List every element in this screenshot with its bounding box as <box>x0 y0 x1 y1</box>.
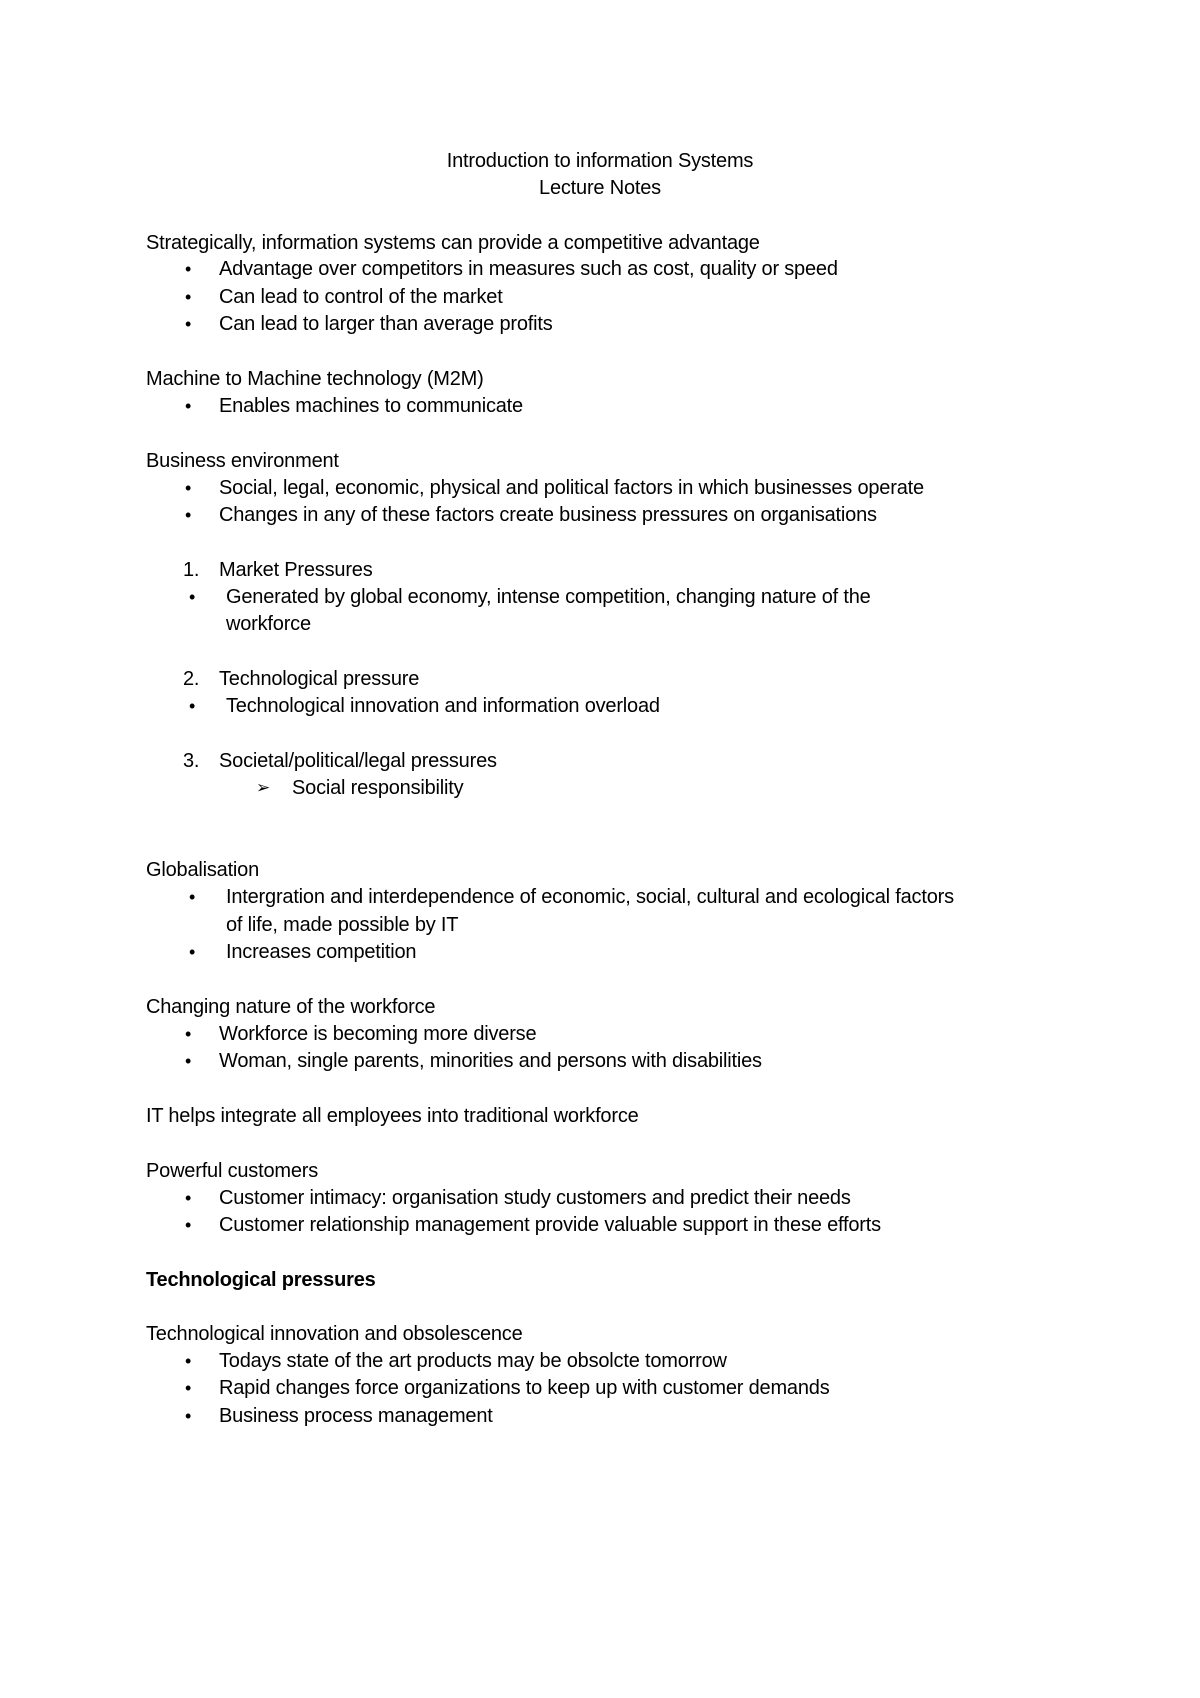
sub-list-item: Social responsibility <box>292 777 464 799</box>
bullet-marker: • <box>185 396 192 416</box>
bullet-marker: • <box>189 587 196 607</box>
page-subtitle: Lecture Notes <box>539 177 661 199</box>
list-item: Todays state of the art products may be obsolcte tomorrow <box>219 1350 727 1372</box>
list-item: Changes in any of these factors create business pressures on organisations <box>219 504 877 526</box>
bullet-marker: • <box>185 259 192 279</box>
bullet-marker: • <box>185 478 192 498</box>
bullet-marker: • <box>189 887 196 907</box>
numbered-item-title: Market Pressures <box>219 559 373 581</box>
bullet-marker: • <box>185 1351 192 1371</box>
page-title: Introduction to information Systems <box>446 150 754 172</box>
list-item: Technological innovation and information overload <box>226 695 660 717</box>
section-heading-innovation-obsolescence: Technological innovation and obsolescence <box>146 1323 523 1345</box>
bullet-marker: • <box>185 1378 192 1398</box>
list-item: Customer intimacy: organisation study customers and predict their needs <box>219 1187 851 1209</box>
section-heading-globalisation: Globalisation <box>146 859 260 881</box>
section-heading-powerful-customers: Powerful customers <box>146 1160 319 1182</box>
bullet-marker: • <box>185 1215 192 1235</box>
list-item: Generated by global economy, intense competition, changing nature of the <box>226 586 871 608</box>
number-marker: 3. <box>183 750 200 772</box>
list-item: Workforce is becoming more diverse <box>219 1023 537 1045</box>
list-item: Social, legal, economic, physical and political factors in which businesses operate <box>219 477 924 499</box>
bullet-marker: • <box>185 1024 192 1044</box>
bullet-marker: • <box>185 1188 192 1208</box>
paragraph-it-integration: IT helps integrate all employees into traditional workforce <box>146 1105 639 1127</box>
section-heading-workforce: Changing nature of the workforce <box>146 996 436 1018</box>
numbered-item-title: Societal/political/legal pressures <box>219 750 497 772</box>
list-item: Rapid changes force organizations to keep up with customer demands <box>219 1377 830 1399</box>
list-item: Woman, single parents, minorities and persons with disabilities <box>219 1050 762 1072</box>
numbered-item-title: Technological pressure <box>219 668 420 690</box>
bullet-marker: • <box>185 314 192 334</box>
bullet-marker: • <box>189 696 196 716</box>
number-marker: 1. <box>183 559 200 581</box>
section-heading-business-environment: Business environment <box>146 450 339 472</box>
section-heading-technological-pressures: Technological pressures <box>146 1269 376 1291</box>
list-item-continuation: workforce <box>226 613 311 635</box>
list-item: Business process management <box>219 1405 493 1427</box>
number-marker: 2. <box>183 668 200 690</box>
section-heading-competitive-advantage: Strategically, information systems can provide a competitive advantage <box>146 232 760 254</box>
list-item: Intergration and interdependence of economic, social, cultural and ecological factors <box>226 886 954 908</box>
section-heading-m2m: Machine to Machine technology (M2M) <box>146 368 484 390</box>
list-item: Advantage over competitors in measures such as cost, quality or speed <box>219 258 838 280</box>
list-item-continuation: of life, made possible by IT <box>226 914 459 936</box>
bullet-marker: • <box>185 287 192 307</box>
bullet-marker: • <box>185 1051 192 1071</box>
bullet-marker: • <box>185 505 192 525</box>
arrow-bullet-icon: ➢ <box>256 778 271 797</box>
list-item: Can lead to control of the market <box>219 286 503 308</box>
list-item: Increases competition <box>226 941 417 963</box>
list-item: Can lead to larger than average profits <box>219 313 553 335</box>
list-item: Customer relationship management provide valuable support in these efforts <box>219 1214 881 1236</box>
bullet-marker: • <box>185 1406 192 1426</box>
bullet-marker: • <box>189 942 196 962</box>
list-item: Enables machines to communicate <box>219 395 523 417</box>
